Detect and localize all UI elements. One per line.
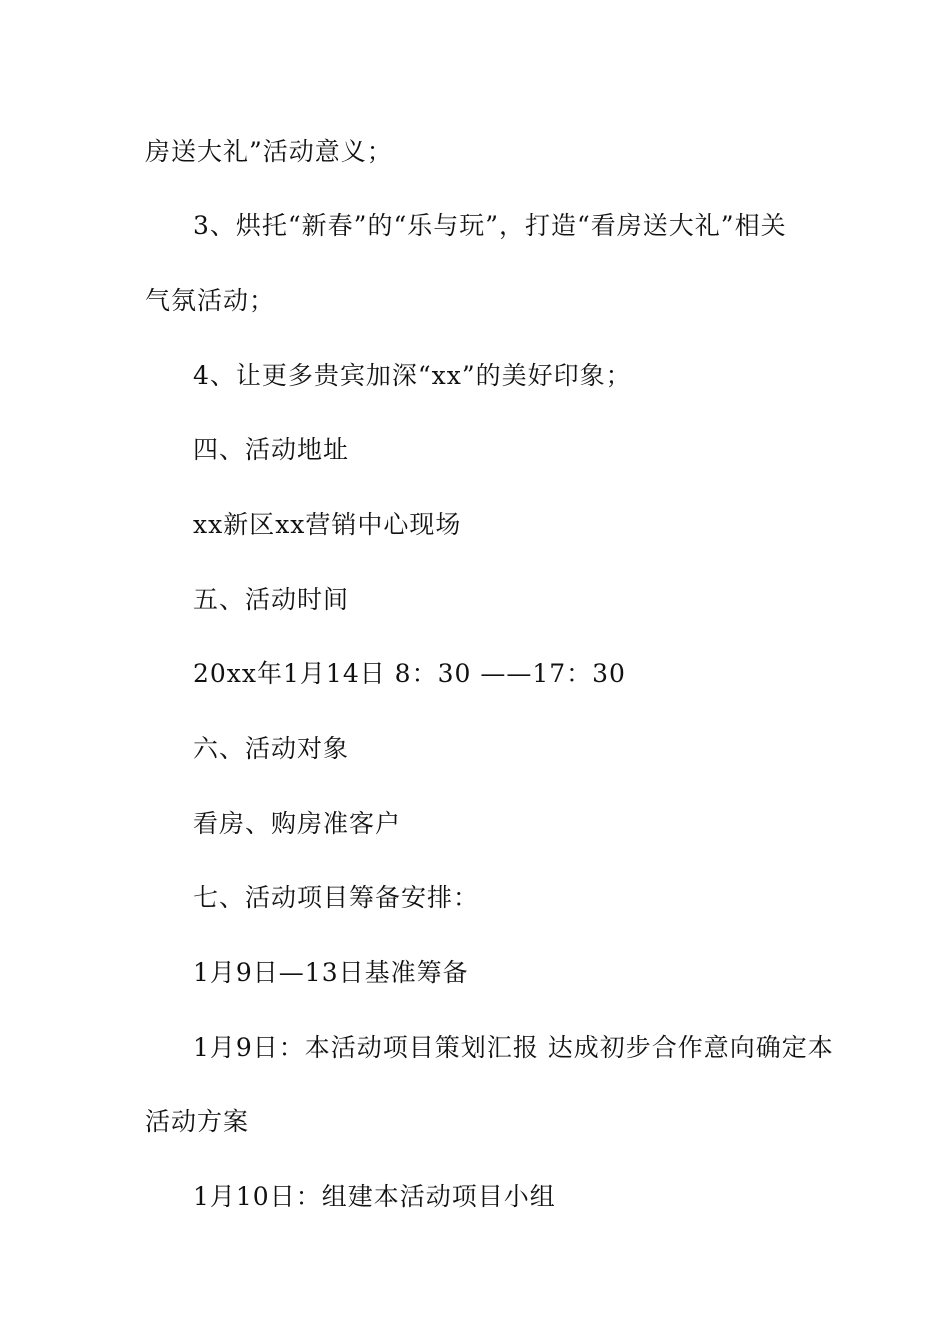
- text-line-item-3: 3、烘托“新春”的“乐与玩”，打造“看房送大礼”相关: [193, 211, 787, 240]
- text-line-item-3-cont: 气氛活动；: [145, 286, 276, 315]
- section-heading-preparation: 七、活动项目筹备安排：: [193, 883, 480, 912]
- text-line-prep-range: 1月9日—13日基准筹备: [193, 958, 469, 987]
- text-line-jan10: 1月10日：组建本活动项目小组: [193, 1182, 556, 1211]
- section-heading-address: 四、活动地址: [193, 435, 350, 464]
- text-line-item-4: 4、让更多贵宾加深“xx”的美好印象；: [193, 361, 632, 390]
- text-line-address: xx新区xx营销中心现场: [193, 510, 462, 539]
- text-line-jan9: 1月9日：本活动项目策划汇报 达成初步合作意向确定本: [193, 1033, 834, 1062]
- section-heading-audience: 六、活动对象: [193, 734, 350, 763]
- section-heading-time: 五、活动时间: [193, 585, 350, 614]
- text-line-purpose-end: 房送大礼”活动意义；: [145, 137, 393, 166]
- text-line-time: 20xx年1月14日 8：30 ——17：30: [193, 659, 626, 688]
- text-line-jan9-cont: 活动方案: [145, 1107, 250, 1136]
- text-line-audience: 看房、购房准客户: [193, 809, 402, 838]
